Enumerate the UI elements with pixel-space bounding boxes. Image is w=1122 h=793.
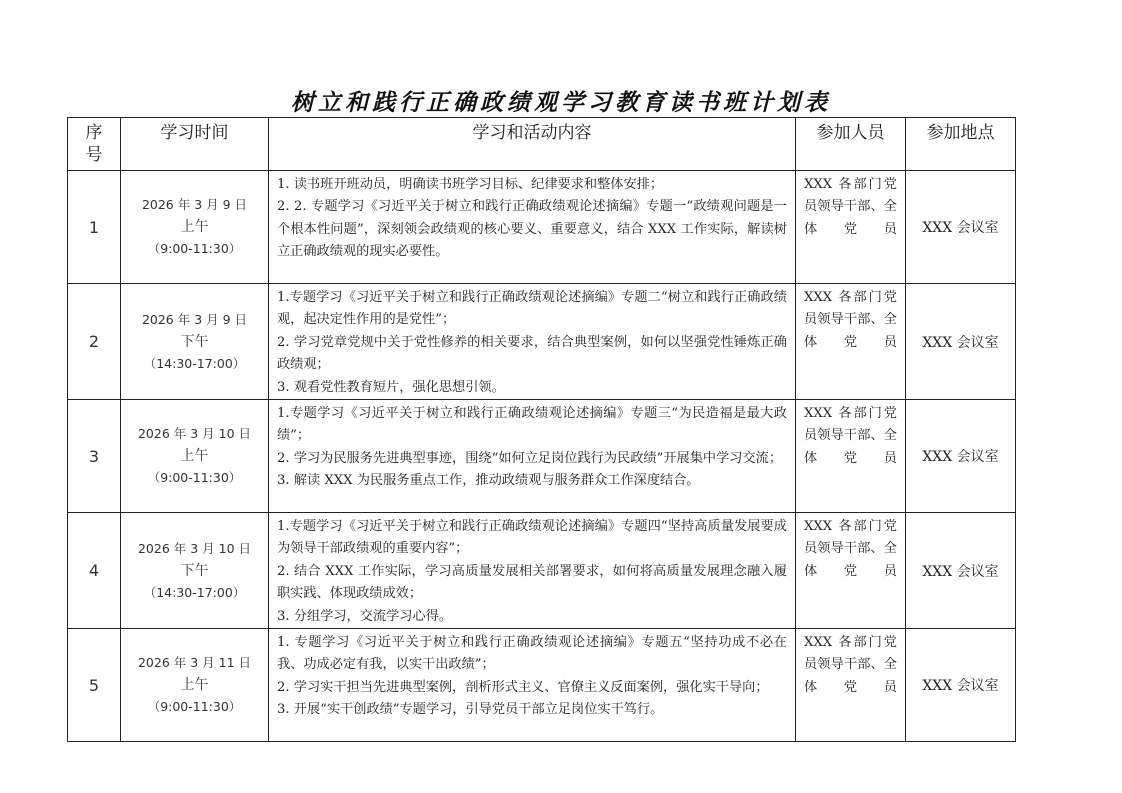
table-row bbox=[68, 400, 1016, 513]
header-place: 参加地点 bbox=[906, 118, 1016, 171]
row-period: 下午 bbox=[180, 562, 209, 579]
header-content: 学习和活动内容 bbox=[269, 118, 796, 171]
row-hours: （14:30-17:00） bbox=[143, 355, 246, 371]
table-row bbox=[68, 171, 1016, 284]
row-seq: 2 bbox=[68, 284, 121, 400]
table-row bbox=[68, 629, 1016, 742]
row-hours: （9:00-11:30） bbox=[147, 470, 242, 486]
row-place: XXX 会议室 bbox=[906, 284, 1016, 400]
row-period: 下午 bbox=[180, 333, 209, 350]
content-item: 2. 2. 专题学习《习近平关于树立和践行正确政绩观论述摘编》专题一“政绩观问题是一个根本性问题”，深刻领会政绩观的核心要义、重要意义，结合 XXX 工作实际，解读树立正确政绩观的现实必要性。 bbox=[277, 199, 787, 260]
row-hours: （9:00-11:30） bbox=[147, 699, 242, 715]
row-hours: （9:00-11:30） bbox=[147, 241, 242, 256]
row-date: 2026 年 3 月 11 日 bbox=[137, 655, 252, 671]
row-place: XXX 会议室 bbox=[906, 513, 1016, 629]
row-place: XXX 会议室 bbox=[906, 629, 1016, 742]
content-item: 1. 读书班开班动员，明确读书班学习目标、纪律要求和整体安排； bbox=[277, 177, 664, 192]
row-period: 上午 bbox=[180, 219, 209, 235]
row-people: XXX 各部门党员领导干部、全体党员 bbox=[796, 400, 906, 513]
row-date: 2026 年 3 月 10 日 bbox=[137, 540, 252, 556]
row-time bbox=[121, 284, 269, 400]
row-seq: 1 bbox=[68, 171, 121, 284]
content-item: 1. 专题学习《习近平关于树立和践行正确政绩观论述摘编》专题五“坚持功成不必在我、功成必定有我，以实干出政绩”； bbox=[277, 635, 787, 673]
row-time bbox=[121, 513, 269, 629]
content-item: 3. 解读 XXX 为民服务重点工作，推动政绩观与服务群众工作深度结合。 bbox=[277, 473, 700, 489]
row-people: XXX 各部门党员领导干部、全体党员 bbox=[796, 513, 906, 629]
row-period: 上午 bbox=[180, 448, 209, 465]
row-content bbox=[269, 513, 796, 629]
row-content bbox=[269, 284, 796, 400]
row-date: 2026 年 3 月 9 日 bbox=[141, 311, 248, 327]
study-plan-table bbox=[67, 117, 1016, 742]
row-date: 2026 年 3 月 10 日 bbox=[137, 426, 252, 442]
content-item: 3. 分组学习，交流学习心得。 bbox=[277, 608, 453, 624]
row-place: XXX 会议室 bbox=[906, 171, 1016, 284]
header-time: 学习时间 bbox=[121, 118, 269, 171]
table-row bbox=[68, 284, 1016, 400]
row-hours: （14:30-17:00） bbox=[143, 584, 246, 600]
row-people: XXX 各部门党员领导干部、全体党员 bbox=[796, 629, 906, 742]
content-item: 1.专题学习《习近平关于树立和践行正确政绩观论述摘编》专题三“为民造福是最大政绩”； bbox=[277, 406, 787, 444]
content-item: 2. 学习党章党规中关于党性修养的相关要求，结合典型案例，如何以坚强党性锤炼正确政绩观； bbox=[277, 334, 787, 373]
row-people: XXX 各部门党员领导干部、全体党员 bbox=[796, 284, 906, 400]
content-item: 1.专题学习《习近平关于树立和践行正确政绩观论述摘编》专题四“坚持高质量发展要成为领导干部政绩观的重要内容”； bbox=[277, 519, 787, 557]
row-seq: 3 bbox=[68, 400, 121, 513]
row-content bbox=[269, 171, 796, 284]
content-item: 3. 开展“实干创政绩”专题学习，引导党员干部立足岗位实干笃行。 bbox=[277, 702, 664, 718]
content-item: 2. 学习为民服务先进典型事迹，围绕“如何立足岗位践行为民政绩”开展集中学习交流； bbox=[277, 450, 783, 466]
table-row bbox=[68, 513, 1016, 629]
row-content bbox=[269, 629, 796, 742]
row-time bbox=[121, 400, 269, 513]
content-item: 3. 观看党性教育短片，强化思想引领。 bbox=[277, 379, 505, 395]
header-people: 参加人员 bbox=[796, 118, 906, 171]
content-item: 1.专题学习《习近平关于树立和践行正确政绩观论述摘编》专题二“树立和践行正确政绩观，起决定性作用的是党性”； bbox=[277, 290, 787, 328]
content-item: 2. 学习实干担当先进典型案例，剖析形式主义、官僚主义反面案例，强化实干导向； bbox=[277, 679, 769, 695]
row-time bbox=[121, 171, 269, 284]
row-content bbox=[269, 400, 796, 513]
row-place: XXX 会议室 bbox=[906, 400, 1016, 513]
content-item: 2. 结合 XXX 工作实际，学习高质量发展相关部署要求，如何将高质量发展理念融入履职实践、体现政绩成效； bbox=[277, 563, 787, 602]
row-seq: 5 bbox=[68, 629, 121, 742]
header-seq: 序号 bbox=[68, 118, 121, 171]
row-time bbox=[121, 629, 269, 742]
row-date: 2026 年 3 月 9 日 bbox=[141, 197, 248, 212]
page-title: 树立和践行正确政绩观学习教育读书班计划表 bbox=[291, 89, 831, 116]
row-seq: 4 bbox=[68, 513, 121, 629]
row-people: XXX 各部门党员领导干部、全体党员 bbox=[796, 171, 906, 284]
row-period: 上午 bbox=[180, 677, 209, 694]
table-header-row bbox=[68, 118, 1016, 171]
